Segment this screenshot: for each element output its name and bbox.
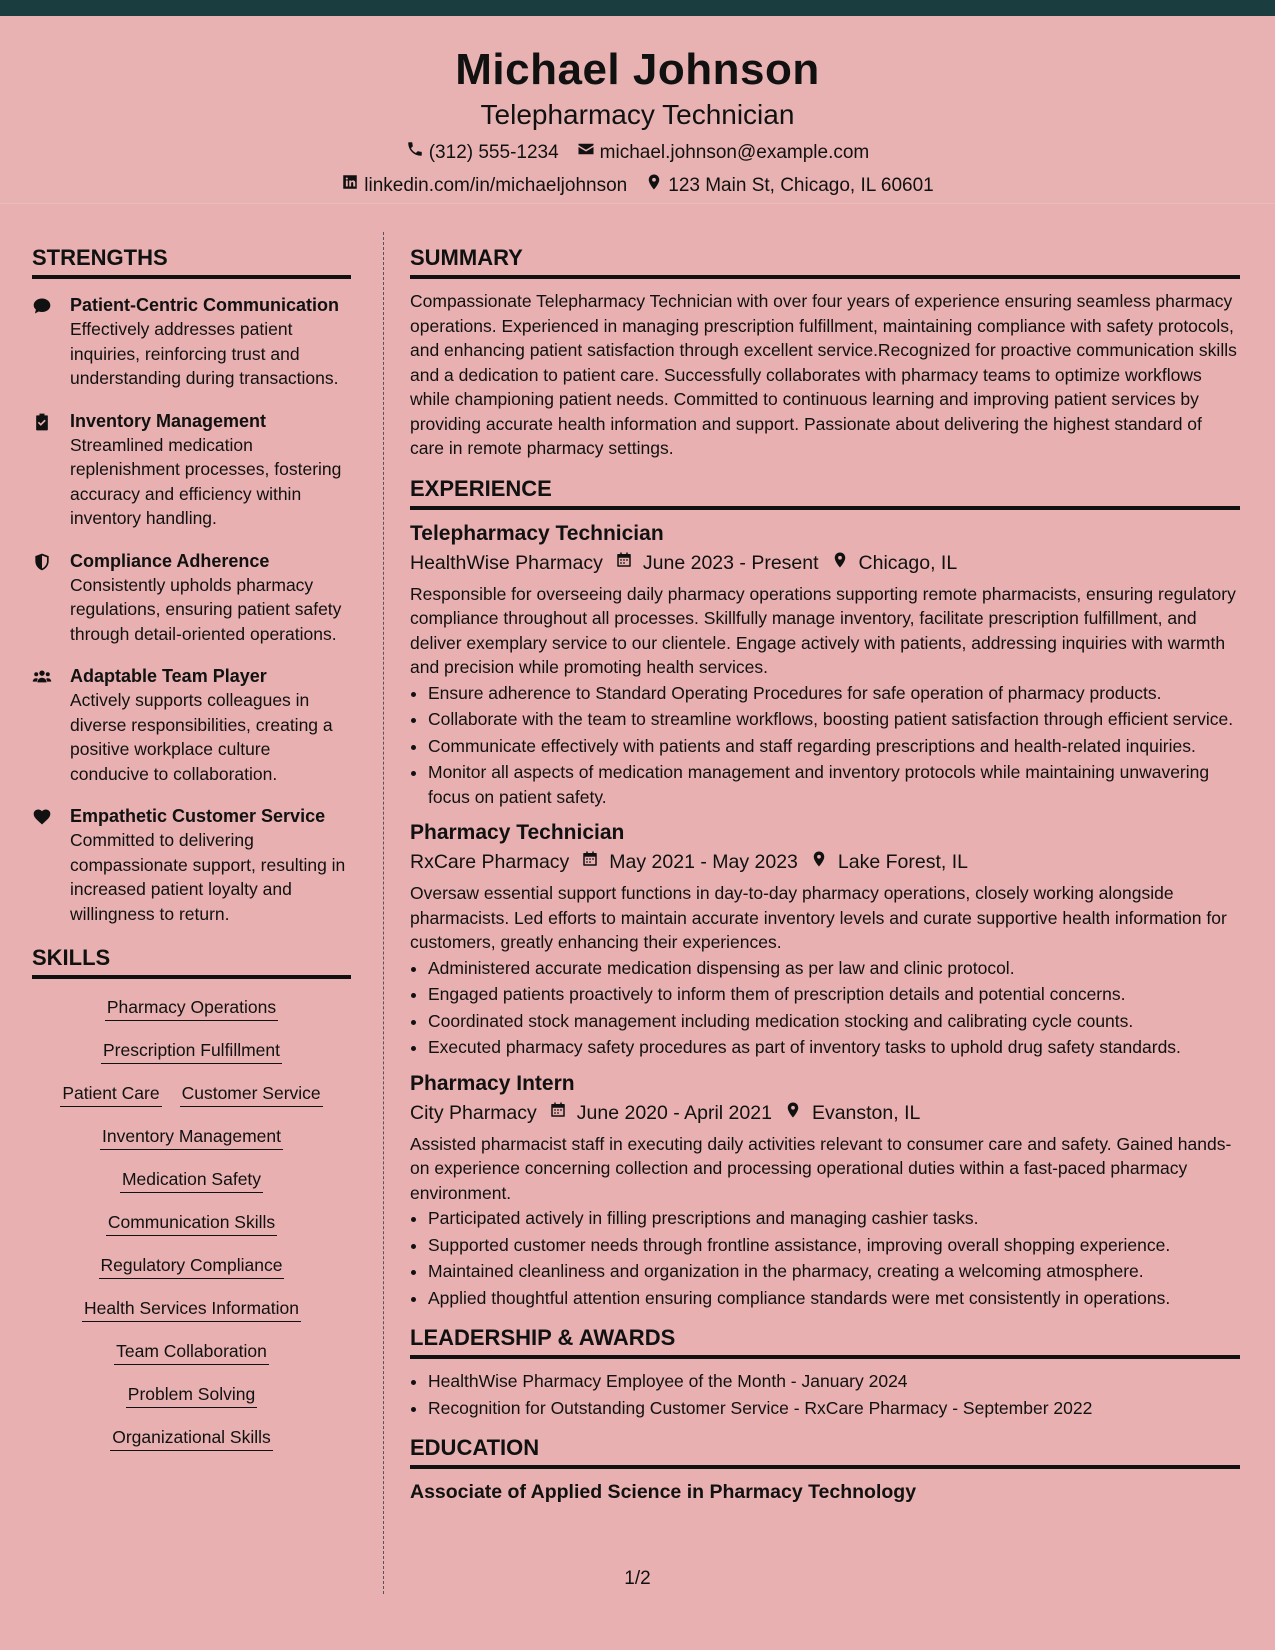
job-description: Responsible for overseeing daily pharmacy operations supporting remote pharmacists, ensuring regulatory compliance throughout all processes. Skillfully manage inventory, facilitate prescription fulfillment, and deliver exemplary service to our clientele. Engage actively with patients, addressing inquiries with warmth and precision while promoting health services. [410, 583, 1236, 677]
job-title: Pharmacy Technician [410, 821, 625, 844]
job-company: HealthWise Pharmacy [410, 551, 603, 574]
envelope-icon [577, 140, 595, 165]
resume-header [0, 16, 1275, 204]
strength-item [32, 664, 351, 786]
job-meta [410, 548, 1240, 578]
clipboard-check-icon [32, 409, 70, 531]
email-text: michael.johnson@example.com [599, 141, 870, 163]
job-company: City Pharmacy [410, 1101, 537, 1124]
phone-text: (312) 555-1234 [428, 141, 559, 163]
skill-tag: Problem Solving [126, 1382, 257, 1408]
shield-icon [32, 549, 70, 647]
strength-name: Empathetic Customer Service [70, 806, 326, 826]
list-item: • Administered accurate medication dispensing as per law and clinic protocol. [428, 956, 1240, 981]
summary-heading: SUMMARY [410, 244, 1240, 279]
job-title: Telepharmacy Technician [410, 521, 664, 545]
strengths-heading: STRENGTHS [32, 244, 351, 279]
strength-item [32, 409, 351, 531]
list-item: • Ensure adherence to Standard Operating Procedures for safe operation of pharmacy products. [428, 681, 1240, 706]
job-meta [410, 1098, 1240, 1128]
linkedin-icon [341, 173, 359, 198]
address-contact [645, 173, 933, 198]
right-column [410, 244, 1240, 1505]
job-entry [410, 819, 1240, 1060]
list-item: • Monitor all aspects of medication management and inventory protocols while maintaining unwavering focus on patient safety. [428, 760, 1240, 809]
list-item: • Executed pharmacy safety procedures as part of inventory tasks to uphold drug safety standards. [428, 1035, 1240, 1060]
job-bullets [410, 681, 1240, 810]
users-icon [32, 664, 70, 786]
job-location: Chicago, IL [858, 551, 958, 574]
education-heading: EDUCATION [410, 1434, 1240, 1469]
skill-tag: Communication Skills [106, 1210, 277, 1236]
strength-item [32, 549, 351, 647]
page-number: 1/2 [624, 1568, 651, 1589]
job-title: Pharmacy Intern [410, 1071, 575, 1095]
linkedin-contact[interactable] [341, 173, 627, 198]
awards-heading: LEADERSHIP & AWARDS [410, 1324, 1240, 1359]
skill-tag: Prescription Fulfillment [101, 1038, 282, 1064]
resume-body [0, 204, 1275, 1650]
calendar-icon [615, 548, 633, 578]
skill-tag: Pharmacy Operations [105, 995, 278, 1021]
list-item: • Communicate effectively with patients and staff regarding prescriptions and health-related inquiries. [428, 734, 1240, 759]
address-text: 123 Main St, Chicago, IL 60601 [668, 174, 934, 196]
list-item: • Applied thoughtful attention ensuring compliance standards were met consistently in operations. [428, 1286, 1240, 1311]
job-meta [410, 847, 1240, 877]
skill-tag: Organizational Skills [110, 1425, 273, 1451]
job-entry [410, 520, 1240, 810]
strength-item [32, 804, 351, 926]
strength-name: Adaptable Team Player [70, 666, 267, 686]
calendar-icon [549, 1098, 567, 1128]
map-pin-icon [831, 548, 849, 578]
job-dates: June 2023 - Present [642, 551, 819, 574]
top-bar [0, 0, 1275, 16]
map-pin-icon [810, 847, 828, 877]
strength-desc: Actively supports colleagues in diverse responsibilities, creating a positive workplace culture conducive to collaboration. [70, 690, 333, 784]
list-item: • Participated actively in filling prescriptions and managing cashier tasks. [428, 1206, 1240, 1231]
column-divider [383, 232, 384, 1594]
skill-tag: Team Collaboration [114, 1339, 269, 1365]
skills-heading: SKILLS [32, 944, 351, 979]
strengths-list [32, 289, 351, 926]
skills-list [32, 989, 351, 1451]
strength-desc: Effectively addresses patient inquiries, reinforcing trust and understanding during transactions. [70, 319, 339, 388]
phone-icon [406, 140, 424, 165]
left-column [32, 244, 351, 1468]
summary-text: Compassionate Telepharmacy Technician with over four years of experience ensuring seamless pharmacy operations. Experienced in managing prescription fulfillment, maintaining compliance with safety protocols, and enhancing patient satisfaction through excellent service.Recognized for proactive communication skills and a dedication to patient care. Successfully collaborates with pharmacy teams to optimize workflows while championing patient needs. Committed to continuous learning and improving patient services by providing accurate health information and support. Passionate about delivering the highest standard of care in remote pharmacy settings. [410, 291, 1237, 458]
strength-name: Compliance Adherence [70, 550, 270, 571]
experience-heading: EXPERIENCE [410, 475, 1240, 510]
list-item: • Coordinated stock management including medication stocking and calibrating cycle counts. [428, 1009, 1240, 1034]
skill-tag: Inventory Management [100, 1124, 283, 1150]
linkedin-text: linkedin.com/in/michaeljohnson [364, 174, 628, 196]
contact-line-2 [0, 173, 1275, 198]
list-item: • HealthWise Pharmacy Employee of the Month - January 2024 [428, 1369, 1240, 1394]
job-location: Evanston, IL [811, 1101, 921, 1124]
strength-name: Patient-Centric Communication [70, 295, 340, 315]
job-bullets [410, 956, 1240, 1060]
calendar-icon [581, 847, 599, 877]
list-item: • Supported customer needs through frontline assistance, improving overall shopping experience. [428, 1233, 1240, 1258]
job-dates: May 2021 - May 2023 [609, 851, 798, 873]
list-item: • Recognition for Outstanding Customer Service - RxCare Pharmacy - September 2022 [428, 1396, 1240, 1421]
map-pin-icon [784, 1098, 802, 1128]
job-location: Lake Forest, IL [837, 851, 968, 873]
education-degree: Associate of Applied Science in Pharmacy Technology [410, 1481, 917, 1503]
strength-name: Inventory Management [70, 410, 267, 431]
list-item: • Maintained cleanliness and organization in the pharmacy, creating a welcoming atmosphere. [428, 1259, 1240, 1284]
list-item: • Collaborate with the team to streamline workflows, boosting patient satisfaction through efficient service. [428, 707, 1240, 732]
list-item: • Engaged patients proactively to inform them of prescription details and potential concerns. [428, 982, 1240, 1007]
job-dates: June 2020 - April 2021 [576, 1101, 772, 1124]
skill-tag: Customer Service [180, 1081, 323, 1107]
skill-tag: Health Services Information [82, 1296, 301, 1322]
heart-icon [32, 804, 70, 926]
skill-tag: Medication Safety [120, 1167, 263, 1193]
map-pin-icon [645, 173, 663, 198]
comment-icon [32, 293, 70, 391]
skill-tag: Regulatory Compliance [99, 1253, 285, 1279]
email-contact[interactable] [577, 140, 870, 165]
strength-desc: Consistently upholds pharmacy regulations, ensuring patient safety through detail-oriented operations. [70, 574, 342, 644]
job-description: Assisted pharmacist staff in executing daily activities relevant to consumer care and safety. Gained hands-on experience concerning collection and processing operational duties within a fast-paced pharmacy environment. [410, 1133, 1232, 1203]
skill-tag: Patient Care [60, 1081, 161, 1107]
phone-contact[interactable] [406, 140, 559, 165]
awards-list [410, 1369, 1240, 1420]
contact-line-1 [0, 140, 1275, 165]
job-description: Oversaw essential support functions in day-to-day pharmacy operations, closely working alongside pharmacists. Led efforts to maintain accurate inventory levels and curate supportive health information for customers, greatly enhancing their experiences. [410, 883, 1227, 952]
strength-desc: Committed to delivering compassionate support, resulting in increased patient loyalty and willingness to return. [70, 830, 346, 924]
job-bullets [410, 1206, 1240, 1310]
strength-item [32, 293, 351, 391]
candidate-name: Michael Johnson [455, 45, 820, 94]
job-entry [410, 1070, 1240, 1311]
strength-desc: Streamlined medication replenishment processes, fostering accuracy and efficiency within inventory handling. [70, 434, 342, 528]
candidate-title: Telepharmacy Technician [480, 99, 795, 130]
job-company: RxCare Pharmacy [410, 851, 570, 873]
